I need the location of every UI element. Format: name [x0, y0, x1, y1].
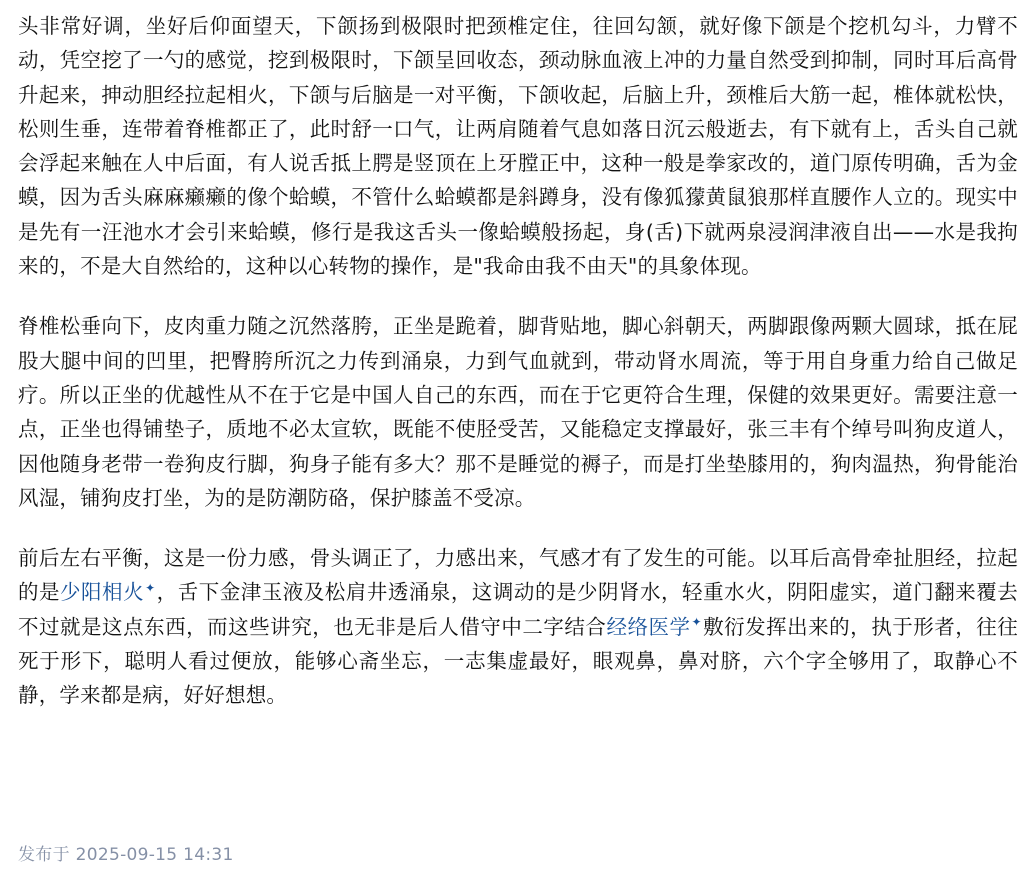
paragraph-2: 脊椎松垂向下，皮肉重力随之沉然落胯，正坐是跪着，脚背贴地，脚心斜朝天，两脚跟像两颗大圆球，抵在屁股大腿中间的凹里，把臀胯所沉之力传到涌泉，力到气血就到，带动肾水周流，等于用自身重力给自己做足疗。所以正坐的优越性从不在于它是中国人自己的东西，而在于它更符合生理，保健的效果更好。需要注意一点，正坐也得铺垫子，质地不必太宣软，既能不使胫受苦，又能稳定支撑最好，张三丰有个绰号叫狗皮道人，因他随身老带一卷狗皮行脚，狗身子能有多大？那不是睡觉的褥子，而是打坐垫膝用的，狗肉温热，狗骨能治风湿，铺狗皮打坐，为的是防潮防硌，保护膝盖不受凉。 [18, 314, 1018, 510]
article-body [18, 9, 1018, 713]
sparkle-icon[interactable]: ✦ [691, 614, 702, 629]
paragraph-3-text-b: ，舌下金津玉液及松肩井透涌泉，这调动的是少阴肾水，轻重水火，阴阳虚实，道门翻来覆去不过就是这点东西，而这些讲究，也无非是后人借守中二字结合 [18, 580, 1018, 639]
keyword-link-shaoyang[interactable] [60, 580, 156, 604]
keyword-link-shaoyang-label[interactable]: 少阳相火 [60, 580, 145, 605]
keyword-link-jingluo[interactable] [606, 615, 702, 639]
paragraph-3 [18, 541, 1018, 712]
sparkle-icon[interactable]: ✦ [145, 580, 156, 595]
publish-time: 发布于 2025-09-15 14:31 [18, 845, 234, 865]
paragraph-1: 头非常好调，坐好后仰面望天，下颌扬到极限时把颈椎定住，往回勾颔，就好像下颌是个挖机勾斗，力臂不动，凭空挖了一勺的感觉，挖到极限时，下颌呈回收态，颈动脉血液上冲的力量自然受到抑制，同时耳后高骨升起来，抻动胆经拉起相火，下颌与后脑是一对平衡，下颌收起，后脑上升，颈椎后大筋一起，椎体就松快，松则生垂，连带着脊椎都正了，此时舒一口气，让两肩随着气息如落日沉云般逝去，有下就有上，舌头自己就会浮起来触在人中后面，有人说舌抵上腭是竖顶在上牙膛正中，这种一般是拳家改的，道门原传明确，舌为金蟆，因为舌头麻麻癞癞的像个蛤蟆，不管什么蛤蟆都是斜蹲身，没有像狐獴黄鼠狼那样直腰作人立的。现实中是先有一汪池水才会引来蛤蟆，修行是我这舌头一像蛤蟆般扬起，身(舌)下就两泉浸润津液自出——水是我拘来的，不是大自然给的，这种以心转物的操作，是"我命由我不由天"的具象体现。 [18, 14, 1018, 279]
paragraph-3-text-c: 敷衍发挥出来的，执于形者，往往死于形下，聪明人看过便放，能够心斋坐忘，一志集虚最好，眼观鼻，鼻对脐，六个字全够用了，取静心不静，学来都是病，好好想想。 [18, 614, 1018, 708]
paragraph-3-text-a: 前后左右平衡，这是一份力感，骨头调正了，力感出来，气感才有了发生的可能。以耳后高骨牵扯胆经，拉起的是 [18, 546, 1018, 605]
keyword-link-jingluo-label[interactable]: 经络医学 [606, 614, 691, 639]
